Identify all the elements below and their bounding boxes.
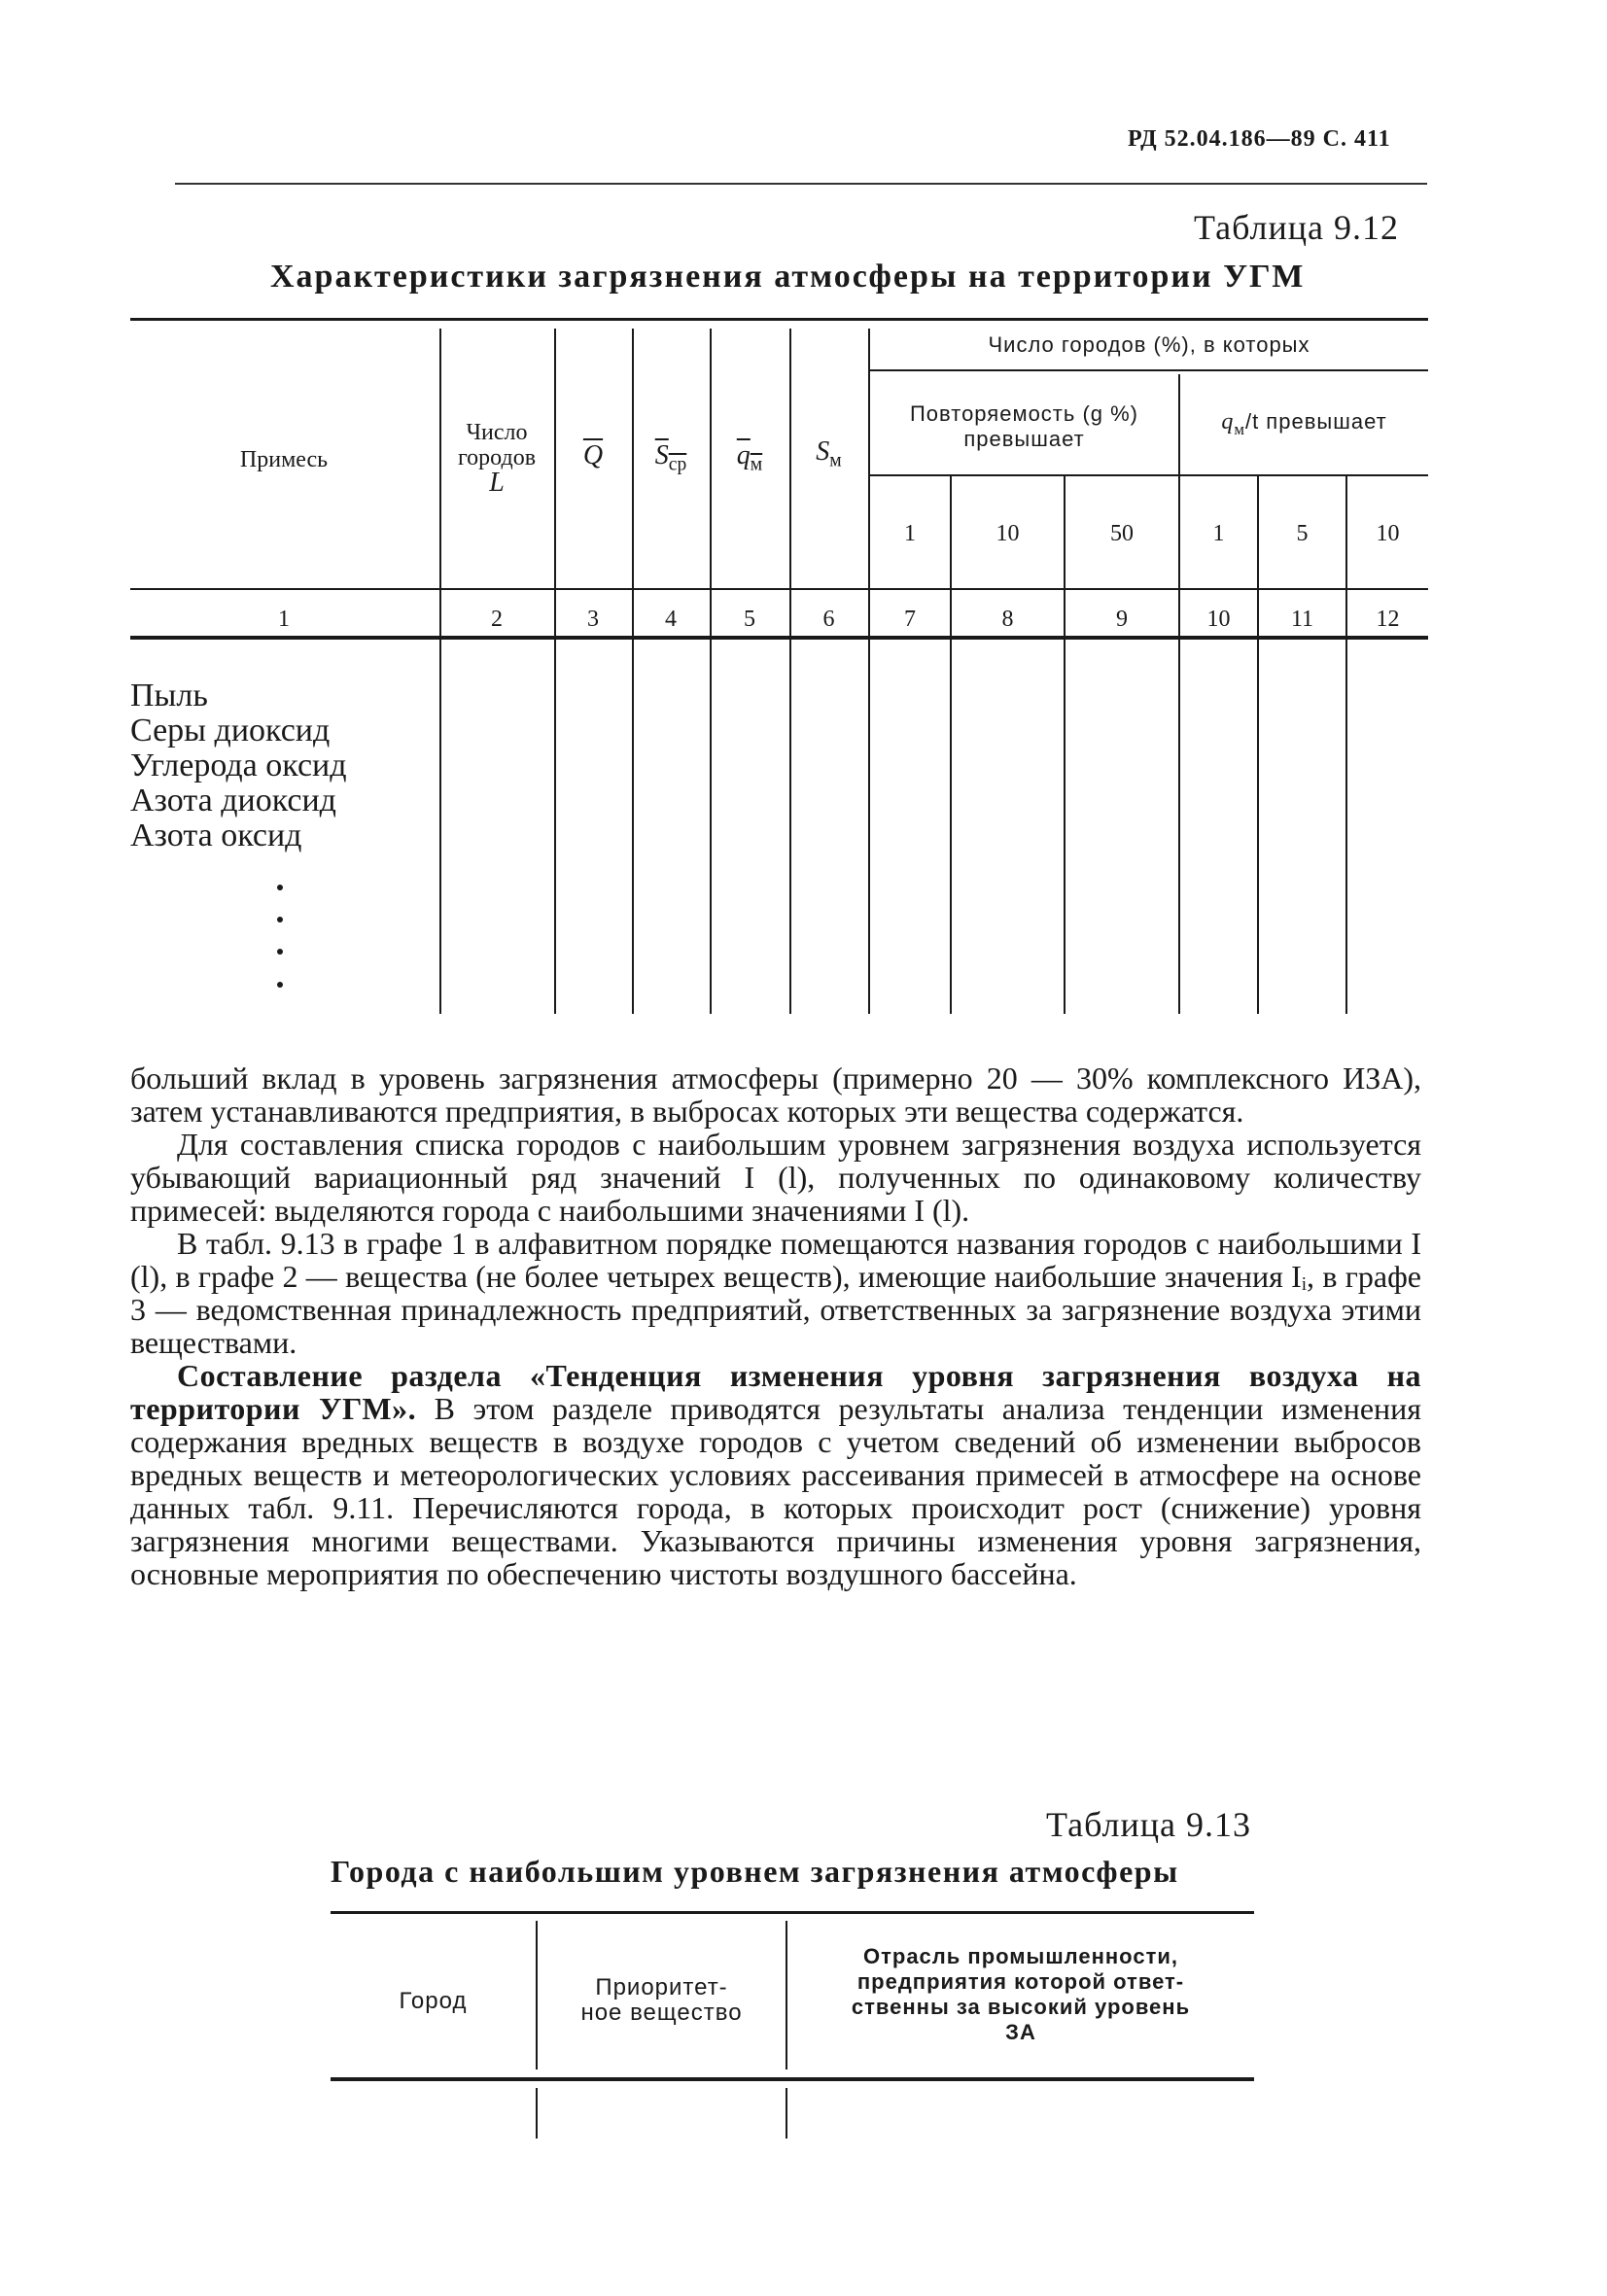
header-qmt-rest: /t превышает <box>1244 409 1387 434</box>
table-row-label: Азота диоксид <box>130 783 336 818</box>
column-numbers-rule <box>130 636 1428 640</box>
header-s-max-symbol: S <box>816 436 830 467</box>
header-repeat-10: 10 <box>996 521 1020 546</box>
header-industry-line3: ственны за высокий уровень <box>851 1995 1191 2019</box>
column-number: 11 <box>1290 607 1314 632</box>
header-q-symbol: $\overline{Q}$ <box>582 440 604 470</box>
header-repeat-1: 1 <box>904 521 916 546</box>
header-repeat-line1: Повторяемость (g %) <box>909 401 1139 426</box>
paragraph <box>130 1359 1421 1590</box>
col-divider <box>1345 476 1347 1014</box>
table-row-label: Азота оксид <box>130 818 302 853</box>
ellipsis-dot <box>277 917 283 922</box>
table-9-12-number: Таблица 9.12 <box>1194 208 1399 247</box>
header-qmt-10: 10 <box>1376 521 1400 546</box>
header-repeat-line2: превышает <box>963 427 1085 451</box>
header-city: Город <box>399 1988 468 2014</box>
table-9-13-title: Города с наибольшим уровнем загрязнения атмосферы <box>331 1854 1179 1889</box>
header-priority-line2: ное вещество <box>580 2000 743 2026</box>
group-rule <box>870 369 1428 371</box>
paragraph-text: В этом разделе приводятся результаты анализа тенденции изменения содержания вредных веществ в воздухе городов с учетом сведений об изменении выбросов вредных веществ и метеорологических условиях рассеивания примесей в атмосфере на основе данных табл. 9.11. Перечисляются города, в которых происходит рост (снижение) уровня загрязнения многими веществами. Указываются причины изменения уровня загрязнения, основные мероприятия по обеспечению чистоты воздушного бассейна. <box>130 1391 1422 1591</box>
ellipsis-dot <box>277 982 283 988</box>
header-qmt-sub: м <box>1234 419 1245 438</box>
col-divider <box>789 329 791 1014</box>
header-s-max-sub: м <box>829 450 842 471</box>
col-divider <box>786 2088 787 2139</box>
table-9-13-number: Таблица 9.13 <box>1046 1805 1251 1844</box>
header-s-avg <box>632 440 710 478</box>
header-bottom-rule <box>331 2077 1254 2081</box>
header-priority-substance <box>538 1975 786 2026</box>
header-qmt-group <box>1180 409 1428 442</box>
header-bottom-rule <box>130 588 1428 590</box>
column-number: 3 <box>587 607 599 632</box>
header-industry-line2: предприятия которой ответ- <box>856 1969 1185 1994</box>
column-number: 6 <box>822 607 835 632</box>
header-qmt-1: 1 <box>1212 521 1225 546</box>
section-heading: Составление раздела «Тенденция изменения уровня загрязнения воздуха на территории УГМ». <box>130 1358 1421 1426</box>
column-number: 12 <box>1376 607 1400 632</box>
table-top-rule <box>331 1911 1254 1914</box>
table-row-label: Серы диоксид <box>130 713 331 748</box>
header-priority-line1: Приоритет- <box>595 1974 728 2000</box>
col-divider <box>632 329 634 1014</box>
subgroup-rule <box>870 474 1428 476</box>
paragraph: больший вклад в уровень загрязнения атмосферы (примерно 20 — 30% комплексного ИЗА), затем устанавливаются предприятия, в выбросах которых эти вещества содержатся. <box>130 1061 1421 1129</box>
header-q-max-sub: м <box>750 454 763 475</box>
header-q <box>554 440 632 470</box>
table-row-label: Пыль <box>130 678 208 713</box>
header-cities-group: Число городов (%), в которых <box>988 332 1310 357</box>
pollutant-list <box>130 678 347 853</box>
header-repeat-group <box>870 401 1178 452</box>
header-rule <box>175 183 1427 185</box>
header-industry-line1: Отрасль промышленности, <box>863 1944 1178 1968</box>
header-q-max-symbol: q <box>736 440 751 470</box>
col-divider <box>1064 476 1066 1014</box>
col-divider <box>950 476 952 1014</box>
header-q-max <box>710 440 789 478</box>
running-header: РД 52.04.186—89 С. 411 <box>1128 126 1391 152</box>
header-cities-count-line2: городов <box>457 445 537 470</box>
header-industry-line4: ЗА <box>1005 2020 1036 2044</box>
col-divider <box>554 329 556 1014</box>
header-pollutant: Примесь <box>239 447 329 472</box>
table-9-12-title: Характеристики загрязнения атмосферы на территории УГМ <box>270 259 1306 295</box>
column-number: 10 <box>1206 607 1231 632</box>
col-divider <box>1257 476 1259 1014</box>
col-divider <box>710 329 712 1014</box>
header-repeat-50: 50 <box>1110 521 1134 546</box>
table-row-label: Углерода оксид <box>130 748 347 783</box>
body-text <box>130 1061 1421 1590</box>
header-cities-count-symbol: L <box>489 468 505 498</box>
column-number: 9 <box>1116 607 1128 632</box>
header-qmt-symbol: q <box>1221 409 1235 435</box>
column-number: 4 <box>665 607 677 632</box>
col-divider <box>536 2088 538 2139</box>
paragraph: Для составления списка городов с наибольшим уровнем загрязнения воздуха используется убывающий вариационный ряд значений I (l), полученных по одинаковому количеству примесей: выделяются города с наибольшими значениями I (l). <box>130 1127 1421 1228</box>
header-cities-count-line1: Число <box>466 420 528 445</box>
column-number: 5 <box>744 607 755 632</box>
column-number: 8 <box>1001 607 1014 632</box>
ellipsis-dot <box>277 949 283 955</box>
column-number: 7 <box>904 607 916 632</box>
header-industry <box>787 1944 1254 2045</box>
header-s-avg-sub: ср <box>668 454 687 475</box>
header-qmt-5: 5 <box>1296 521 1309 546</box>
column-number: 2 <box>491 607 503 632</box>
header-cities-count <box>439 420 554 496</box>
paragraph: В табл. 9.13 в графе 1 в алфавитном порядке помещаются названия городов с наибольшими I (l), в графе 2 — вещества (не более четырех веществ), имеющие наибольшие значения Iᵢ, в графе 3 — ведомственная принадлежность предприятий, ответственных за загрязнение воздуха этими веществами. <box>130 1226 1422 1360</box>
column-number: 1 <box>278 607 290 632</box>
ellipsis-dot <box>277 885 283 890</box>
header-s-max <box>789 436 868 474</box>
col-divider <box>1178 374 1180 1014</box>
header-s-avg-symbol: S <box>654 440 669 470</box>
table-top-rule <box>130 318 1428 321</box>
